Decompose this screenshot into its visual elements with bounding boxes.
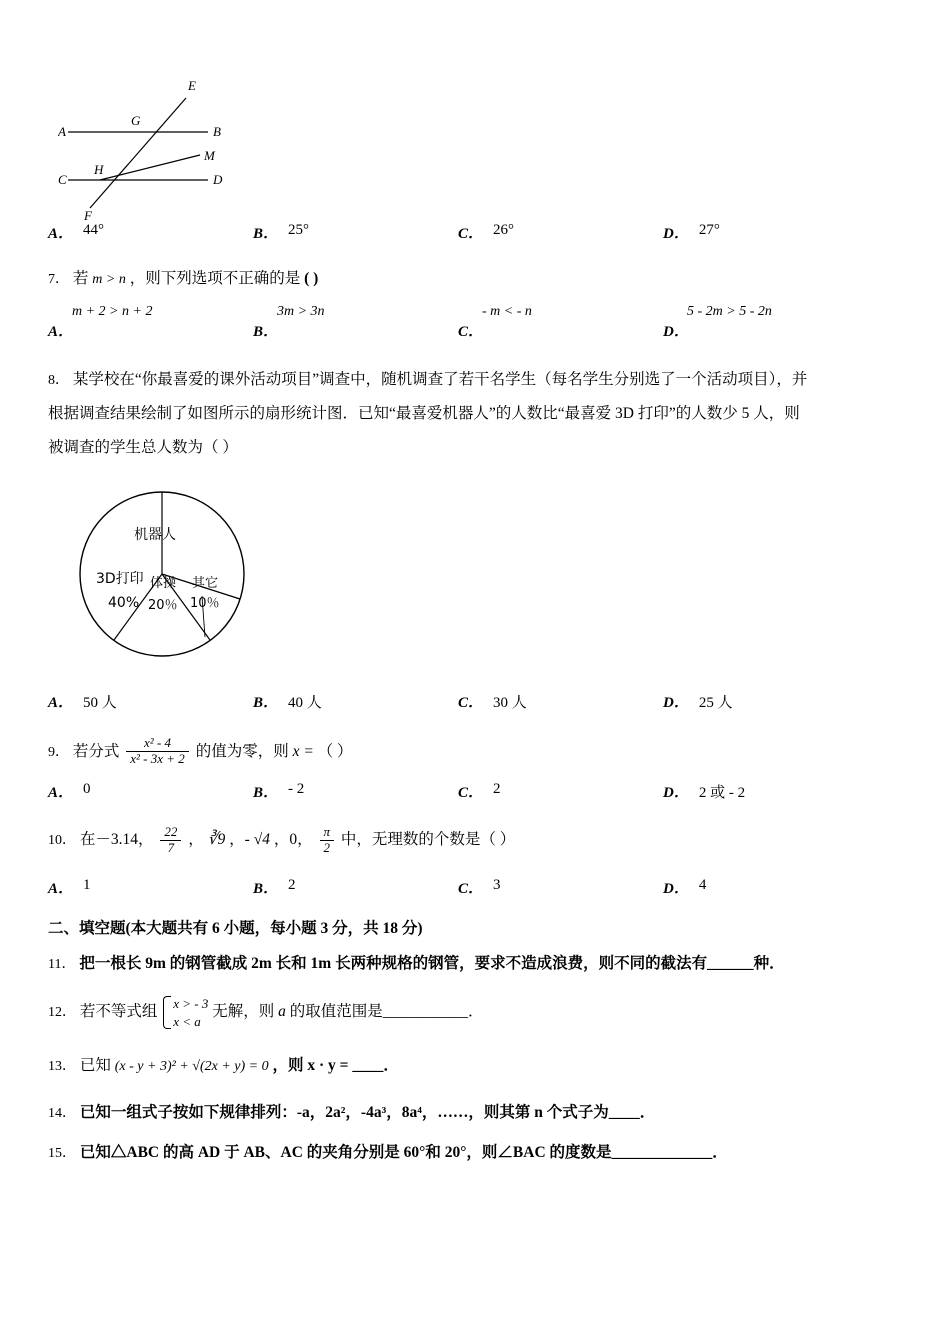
q9-var: x =: [292, 743, 314, 761]
fig-label-G: G: [131, 113, 141, 128]
q7-option-b-expr: 3m > 3n: [277, 304, 325, 319]
pie-label-other: 其它: [192, 576, 219, 592]
pie-value-gym: 20％: [148, 598, 178, 614]
q10-option-d-label: D．: [663, 881, 689, 898]
q8-line2: 根据调查结果绘制了如图所示的扇形统计图．已知“最喜爱机器人”的人数比“最喜爱 3D 打印”的人数少 5 人，则: [48, 405, 800, 423]
q10-option-c-value: 3: [493, 877, 501, 894]
q10-option-a-value: 1: [83, 877, 91, 894]
pie-label-3dprint: 3D打印: [96, 571, 144, 588]
fig-label-A: A: [58, 124, 66, 139]
q7-condition: m > n: [92, 272, 126, 287]
q10-cube-root: ∛9: [207, 831, 226, 849]
q9-option-c-label: C．: [458, 785, 484, 802]
question-13: [48, 1050, 904, 1083]
q13-text: 已知: [79, 1057, 111, 1075]
q6-option-d-value: 27°: [698, 222, 720, 238]
q10-fraction-2: [320, 825, 335, 856]
q7-option-c[interactable]: [458, 304, 663, 341]
q8-option-d-label: D．: [663, 695, 689, 712]
q7-option-c-label: C．: [458, 324, 484, 340]
q6-option-c-label: C．: [458, 226, 484, 242]
q10-sep1: ，: [188, 831, 204, 849]
q9-option-a-value: 0: [83, 781, 91, 798]
pie-value-3dprint: 40%: [108, 595, 140, 612]
fig-label-D: D: [213, 172, 223, 187]
q9-fraction-denominator: x² - 3x + 2: [130, 751, 185, 767]
fig-label-M: M: [204, 148, 215, 163]
q6-option-a[interactable]: [48, 222, 253, 243]
q10-fraction-1-numerator: 22: [160, 825, 181, 841]
q13-number: 13．: [48, 1059, 76, 1075]
q12-ineq-1: x > - 3: [173, 995, 209, 1011]
question-15: [48, 1137, 904, 1170]
question-9: [48, 736, 904, 767]
q9-fraction: [126, 736, 189, 767]
q10-fraction-2-denominator: 2: [323, 839, 330, 855]
q7-number: 7．: [48, 272, 69, 287]
pie-value-other: 10％: [190, 596, 220, 612]
q10-option-b-label: B．: [253, 881, 279, 898]
q8-option-c-label: C．: [458, 695, 484, 712]
q10-option-d[interactable]: [663, 877, 868, 898]
fig-label-F: F: [84, 208, 92, 220]
q13-text2: ，则 x · y = ____．: [272, 1057, 399, 1075]
q8-line3: 被调查的学生总人数为（ ）: [48, 439, 238, 457]
q10-option-c-label: C．: [458, 881, 484, 898]
fig-label-C: C: [58, 172, 67, 187]
q8-answer-row: [48, 691, 904, 712]
q9-option-b[interactable]: [253, 781, 458, 802]
q6-option-d[interactable]: [663, 222, 868, 243]
q6-option-c-value: 26°: [493, 222, 515, 238]
q10-answer-row: [48, 877, 904, 898]
question-8: [48, 363, 904, 465]
q7-option-d-label: D．: [663, 324, 689, 340]
question-14: [48, 1097, 904, 1130]
q6-option-b-value: 25°: [288, 222, 310, 238]
q8-line1: 某学校在“你最喜爱的课外活动项目”调查中，随机调查了若干名学生（每名学生分别选了一个活动项目），并: [72, 371, 808, 388]
q7-option-a-label: A．: [48, 324, 74, 340]
q8-option-d-value: 25 人: [698, 695, 733, 712]
q9-option-d[interactable]: [663, 781, 868, 802]
q7-text2: ，则下列选项不正确的是: [129, 270, 301, 287]
q10-option-d-value: 4: [698, 877, 707, 894]
q8-option-a-label: A．: [48, 695, 74, 712]
pie-label-gym: 体操: [150, 576, 177, 592]
geometry-figure: [58, 70, 904, 220]
q9-text: 若分式: [72, 743, 120, 761]
q8-number: 8．: [48, 373, 69, 388]
q12-var: a: [278, 1003, 286, 1021]
q9-option-d-label: D．: [663, 785, 689, 802]
q7-option-b[interactable]: [253, 304, 458, 341]
question-11: [48, 948, 904, 981]
q8-option-a-value: 50 人: [83, 695, 117, 712]
q9-option-b-value: - 2: [288, 781, 305, 798]
q9-option-c[interactable]: [458, 781, 663, 802]
q14-text: 已知一组式子按如下规律排列：-a，2a²，-4a³，8a⁴，……，则其第 n 个式子为____．: [79, 1103, 656, 1121]
fig-label-B: B: [213, 124, 221, 139]
q6-option-d-label: D．: [663, 226, 689, 242]
page-content: [48, 0, 904, 1170]
q11-number: 11．: [48, 957, 76, 973]
q6-option-a-label: A．: [48, 226, 74, 242]
q8-option-c-value: 30 人: [493, 695, 527, 712]
q9-option-a[interactable]: [48, 781, 253, 802]
q6-answer-row: [48, 222, 904, 243]
q14-number: 14．: [48, 1105, 76, 1121]
q10-option-b-value: 2: [288, 877, 296, 894]
q6-option-b-label: B．: [253, 226, 279, 242]
q9-option-d-value: 2 或 - 2: [698, 785, 746, 802]
q7-option-b-label: B．: [253, 324, 279, 340]
question-12: [48, 995, 904, 1030]
fig-label-H: H: [94, 162, 104, 177]
q12-text: 若不等式组: [79, 1003, 158, 1021]
q10-fraction-1: [160, 825, 181, 856]
q10-sep3: ，0，: [273, 831, 313, 849]
question-10: [48, 824, 904, 855]
q10-sep2: ，-: [229, 831, 250, 849]
q15-number: 15．: [48, 1146, 76, 1162]
q7-option-d-expr: 5 - 2m > 5 - 2n: [687, 304, 772, 319]
q7-option-d[interactable]: [663, 304, 868, 341]
q9-option-a-label: A．: [48, 785, 74, 802]
q10-option-b[interactable]: [253, 877, 458, 898]
q8-option-b-value: 40 人: [288, 695, 322, 712]
q7-option-a[interactable]: [48, 304, 253, 341]
q9-mark: （ ）: [317, 743, 353, 761]
q6-option-b[interactable]: [253, 222, 458, 243]
q8-option-a[interactable]: [48, 691, 253, 712]
q9-number: 9．: [48, 745, 69, 761]
q8-option-d[interactable]: [663, 691, 868, 712]
q10-number: 10．: [48, 833, 76, 849]
q11-text: 把一根长 9m 的钢管截成 2m 长和 1m 长两种规格的钢管，要求不造成浪费，则不同的截法有______种．: [79, 955, 785, 973]
q7-option-c-expr: - m < - n: [482, 304, 532, 319]
fig-label-E: E: [188, 78, 196, 93]
q10-text-end: 中，无理数的个数是（ ）: [340, 831, 516, 849]
q12-system-brace: [161, 995, 208, 1030]
q10-fraction-1-denominator: 7: [167, 839, 175, 855]
q12-number: 12．: [48, 1005, 76, 1021]
section-2-heading: 二、填空题(本大题共有 6 小题，每小题 3 分，共 18 分): [48, 920, 423, 938]
q7-answer-row: [48, 304, 904, 341]
q10-sqrt: √4: [253, 831, 270, 849]
q7-mark: ( ): [304, 270, 319, 287]
q6-option-a-value: 44°: [83, 222, 105, 238]
q8-option-c[interactable]: [458, 691, 663, 712]
q13-expression: (x - y + 3)² + √(2x + y) = 0: [114, 1059, 269, 1075]
q9-option-c-value: 2: [493, 781, 501, 798]
q10-option-c[interactable]: [458, 877, 663, 898]
q9-option-b-label: B．: [253, 785, 279, 802]
q8-option-b-label: B．: [253, 695, 279, 712]
q10-option-a-label: A．: [48, 881, 74, 898]
q7-text: 若: [72, 270, 89, 287]
q7-option-a-expr: m + 2 > n + 2: [72, 304, 153, 319]
q9-answer-row: [48, 781, 904, 802]
q10-fraction-2-numerator: π: [320, 825, 335, 841]
pie-label-robot: 机器人: [134, 527, 176, 544]
q15-text: 已知△ABC 的高 AD 于 AB、AC 的夹角分别是 60°和 20°，则∠BAC 的度数是_____________．: [79, 1144, 728, 1162]
q9-text2: 的值为零，则: [195, 743, 289, 761]
q8-option-b[interactable]: [253, 691, 458, 712]
q10-option-a[interactable]: [48, 877, 253, 898]
q10-text: 在－3.14，: [79, 831, 154, 849]
q12-text2: 无解，则: [212, 1003, 275, 1021]
q8-pie-chart: [72, 479, 302, 669]
q9-fraction-numerator: x² - 4: [126, 736, 189, 752]
q12-ineq-2: x < a: [173, 1013, 201, 1029]
question-7: [48, 263, 904, 294]
q6-option-c[interactable]: [458, 222, 663, 243]
q12-text3: 的取值范围是___________．: [289, 1003, 484, 1021]
